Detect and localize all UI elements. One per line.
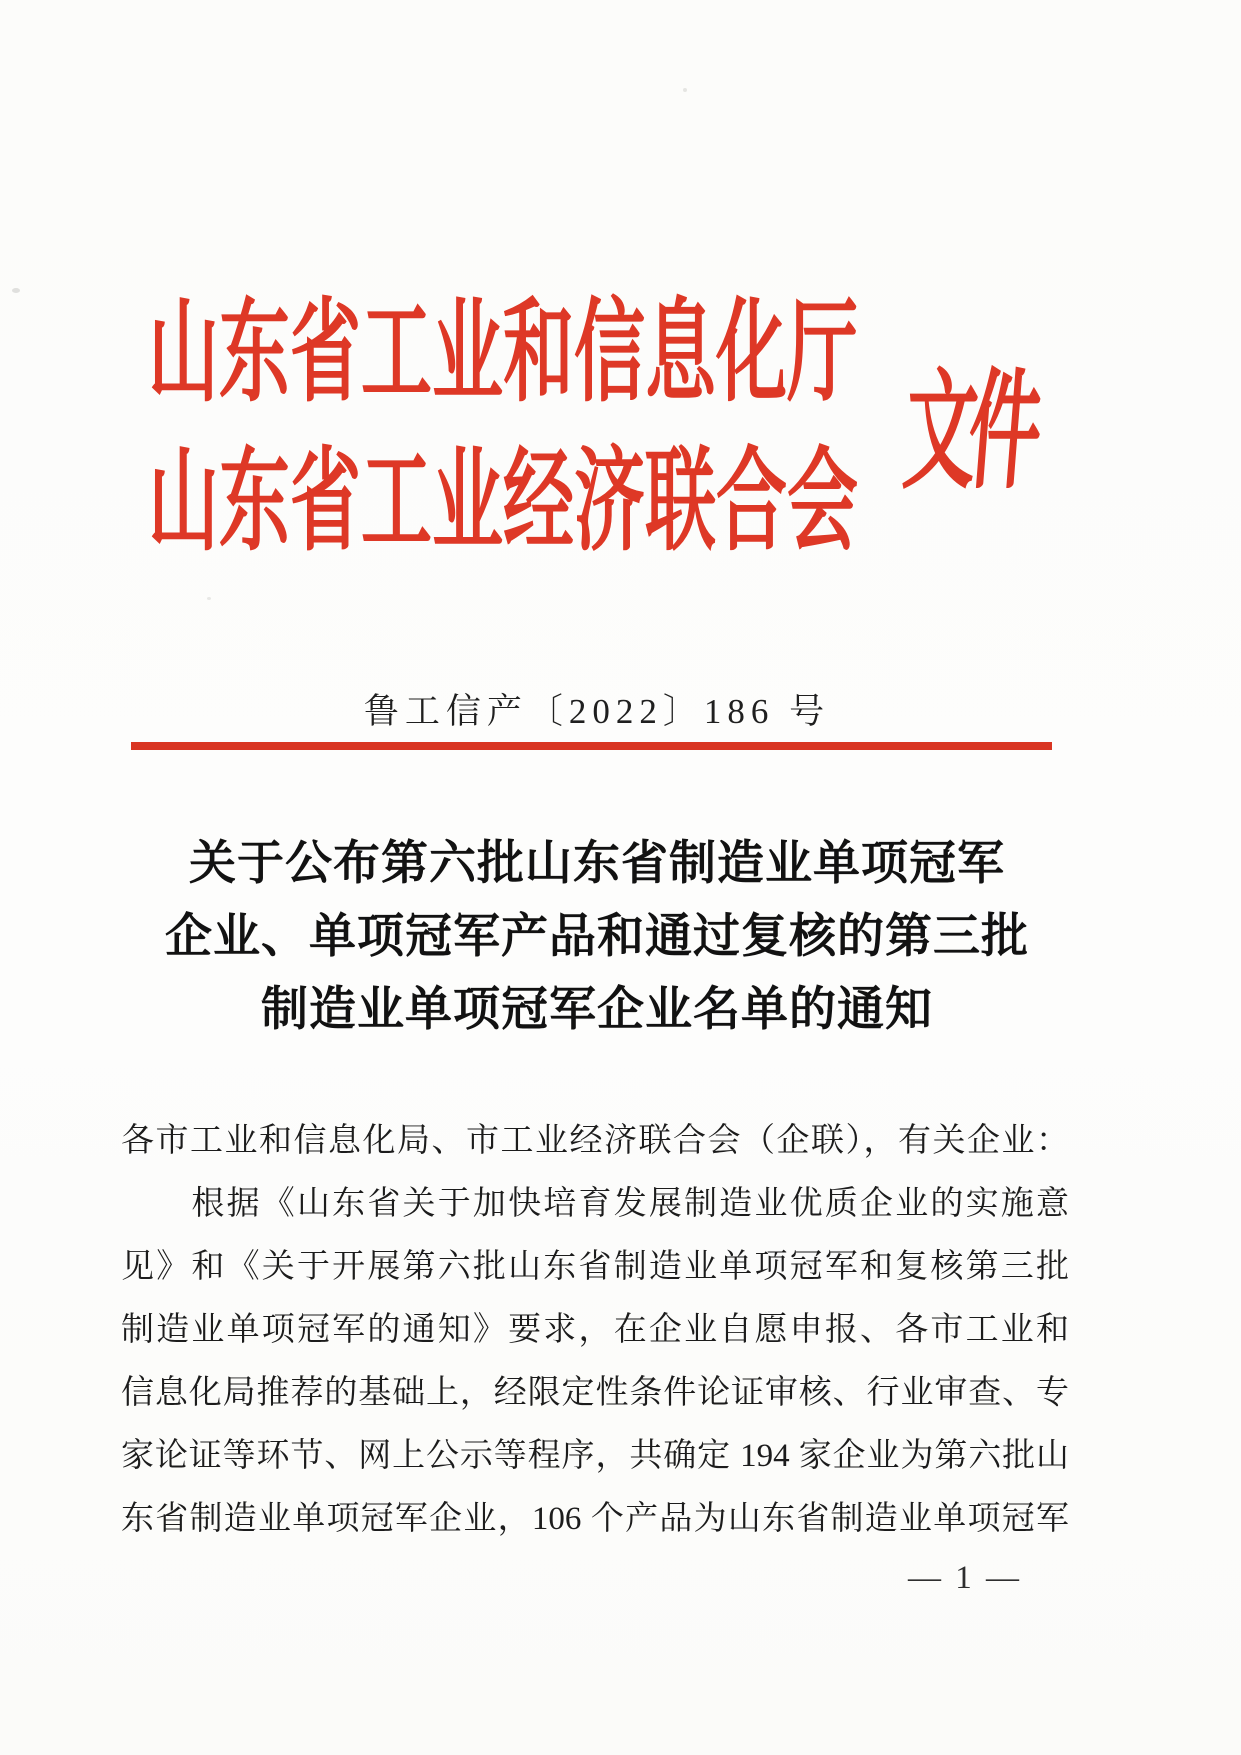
scan-speck	[207, 597, 211, 600]
body-line-1: 根据《山东省关于加快培育发展制造业优质企业的实施意	[121, 1186, 1069, 1222]
body-line-6: 东省制造业单项冠军企业，106 个产品为山东省制造业单项冠军	[121, 1501, 1069, 1537]
issuing-org-name-1: 山东省工业和信息化厅	[148, 292, 859, 416]
body-line-4: 信息化局推荐的基础上，经限定性条件论证审核、行业审查、专	[121, 1375, 1069, 1411]
body-line-3: 制造业单项冠军的通知》要求，在企业自愿申报、各市工业和	[121, 1312, 1069, 1348]
page-number: — 1 —	[908, 1560, 1022, 1596]
scan-speck	[683, 88, 687, 92]
scan-speck	[12, 288, 20, 293]
red-separator-line	[131, 742, 1052, 750]
salutation-line: 各市工业和信息化局、市工业经济联合会（企联），有关企业：	[121, 1123, 1069, 1159]
title-line-1: 关于公布第六批山东省制造业单项冠军	[189, 838, 1005, 890]
title-line-3: 制造业单项冠军企业名单的通知	[261, 984, 933, 1036]
body-line-2: 见》和《关于开展第六批山东省制造业单项冠军和复核第三批	[121, 1249, 1069, 1285]
document-title	[0, 828, 1194, 1047]
document-body	[121, 1110, 1069, 1551]
document-reference-number: 鲁工信产〔2022〕186 号	[363, 692, 831, 731]
title-line-2: 企业、单项冠军产品和通过复核的第三批	[165, 911, 1029, 963]
issuing-org-name-2: 山东省工业经济联合会	[148, 441, 859, 565]
body-line-5: 家论证等环节、网上公示等程序，共确定 194 家企业为第六批山	[121, 1438, 1069, 1474]
document-mark-wenjian: 文件	[899, 360, 1039, 505]
